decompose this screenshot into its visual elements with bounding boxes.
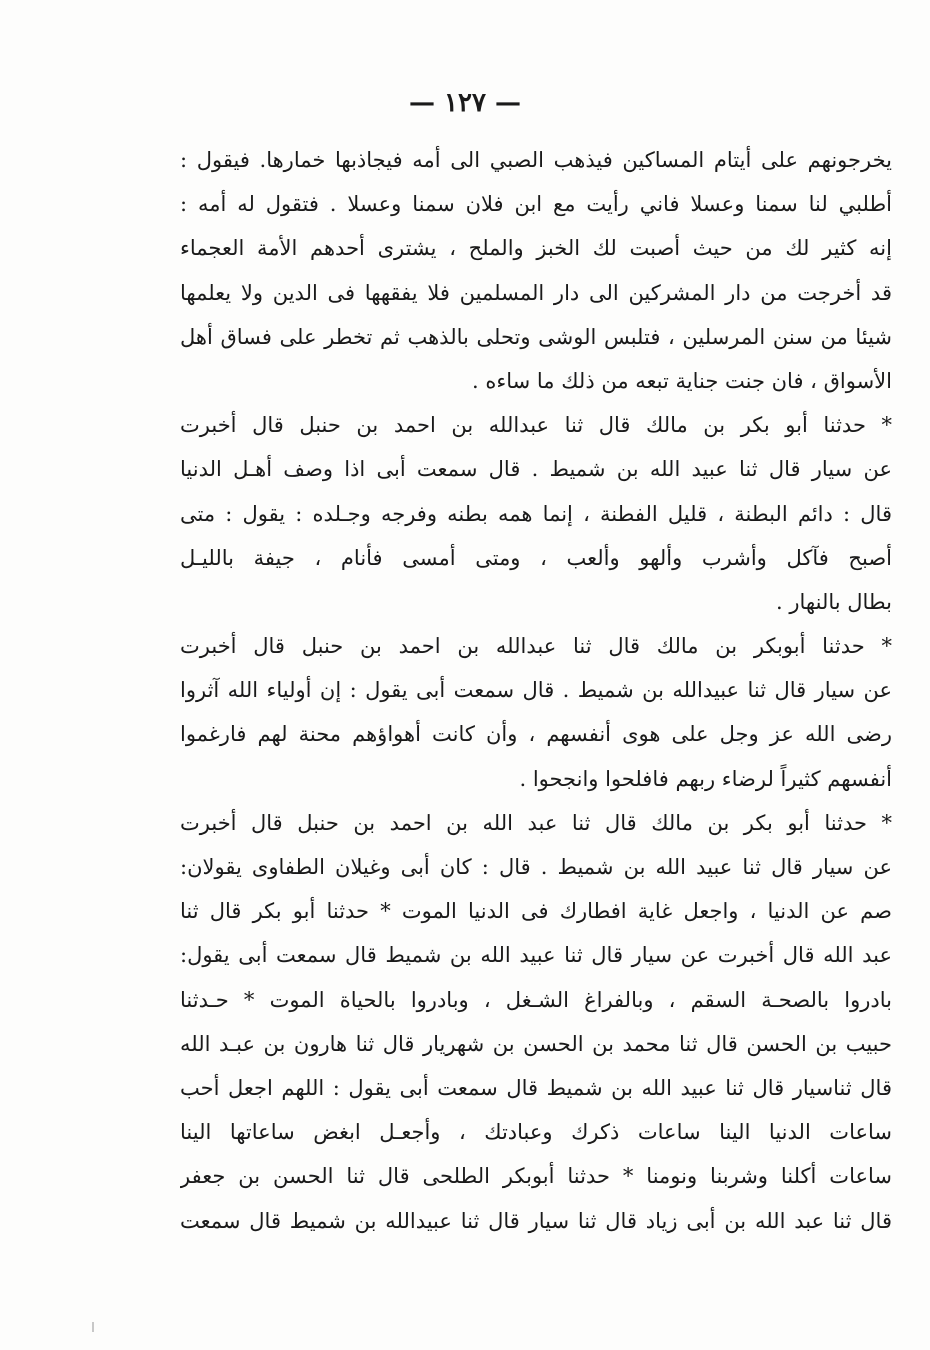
paragraph-end-line: الأسواق ، فان جنت جناية تبعه من ذلك ما ساءه . (472, 368, 892, 393)
text-line: * حدثنا أبو بكر بن مالك قال ثنا عبد الله بن احمد بن حنبل قال أخبرت (180, 810, 892, 835)
text-line: بادروا بالصحـة السقم ، وبالفراغ الشـغل ، وبادروا بالحياة الموت * حـدثنا (180, 987, 892, 1012)
text-line: شيئا من سنن المرسلين ، فتلبس الوشى وتحلى بالذهب ثم تخطر على فساق أهل (180, 324, 892, 349)
text-line: أصبح فآكل وأشرب وألهو وألعب ، ومتى أمسى فأنام ، جيفة بالليـل (180, 545, 892, 570)
paragraph-end-line: بطال بالنهار . (776, 589, 892, 614)
text-line: أطلبي لنا سمنا وعسلا فاني رأيت مع ابن فلان سمنا وعسلا . فتقول له أمه : (180, 192, 892, 217)
page-number: — ١٢٧ — (408, 88, 522, 118)
text-line: ساعات الدنيا الينا ساعات ذكرك وعبادتك ، وأجعـل ابغض ساعاتها الينا (180, 1120, 892, 1145)
text-line: عن سيار قال ثنا عبيد الله بن شميط . قال سمعت أبى اذا وصف أهـل الدنيا (180, 457, 892, 482)
text-line: عن سيار قال ثنا عبيد الله بن شميط . قال : كان أبى وغيلان الطفاوى يقولان: (180, 855, 892, 879)
text-line: عن سيار قال ثنا عبيدالله بن شميط . قال سمعت أبى يقول : إن أولياء الله آثروا (180, 678, 892, 703)
text-line: قال ثنا عبد الله بن أبى زياد قال ثنا سيار قال ثنا عبيدالله بن شميط قال سمعت (180, 1208, 892, 1233)
text-line: * حدثنا أبو بكر بن مالك قال ثنا عبدالله بن احمد بن حنبل قال أخبرت (180, 413, 892, 438)
text-line: رضى الله عز وجل على هوى أنفسهم ، وأن كانت أهواؤهم محنة لهم فارغموا (180, 722, 892, 747)
paragraph-end-line: أنفسهم كثيراً لرضاء ربهم فافلحوا وانجحوا . (519, 766, 892, 791)
text-line: يخرجونهم على أيتام المساكين فيذهب الصبي الى أمه فيجاذبها خمارها. فيقول : (180, 148, 892, 172)
text-line: عبد الله قال أخبرت عن سيار قال ثنا عبيد الله بن شميط قال سمعت أبى يقول: (180, 943, 892, 968)
text-line: قد أخرجت من دار المشركين الى دار المسلمين فلا يفقهها فى الدين ولا يعلمها (180, 280, 892, 305)
text-line: قال : دائم البطنة ، قليل الفطنة ، إنما همه بطنه وفرجه وجـلده : يقول : متى (180, 501, 892, 526)
text-line: * حدثنا أبوبكر بن مالك قال ثنا عبدالله بن احمد بن حنبل قال أخبرت (180, 634, 892, 659)
text-line: صم عن الدنيا ، واجعل غاية افطارك فى الدنيا الموت * حدثنا أبو بكر قال ثنا (180, 899, 892, 924)
text-line: حبيب بن الحسن قال ثنا محمد بن الحسن بن شهريار قال ثنا هارون بن عبـد الله (180, 1031, 892, 1056)
text-line: ساعات أكلنا وشربنا ونومنا * حدثنا أبوبكر الطلحى قال ثنا الحسن بن جعفر (180, 1164, 892, 1189)
text-line: إنه كثير لك من حيث أصبت لك الخبز والملح ، يشترى أحدهم الأمة العجماء (180, 236, 892, 261)
body-text (180, 138, 892, 1243)
scan-margin-mark (92, 1322, 94, 1332)
text-line: قال ثناسيار قال ثنا عبيد الله بن شميط قال سمعت أبى يقول : اللهم اجعل أحب (180, 1075, 892, 1100)
